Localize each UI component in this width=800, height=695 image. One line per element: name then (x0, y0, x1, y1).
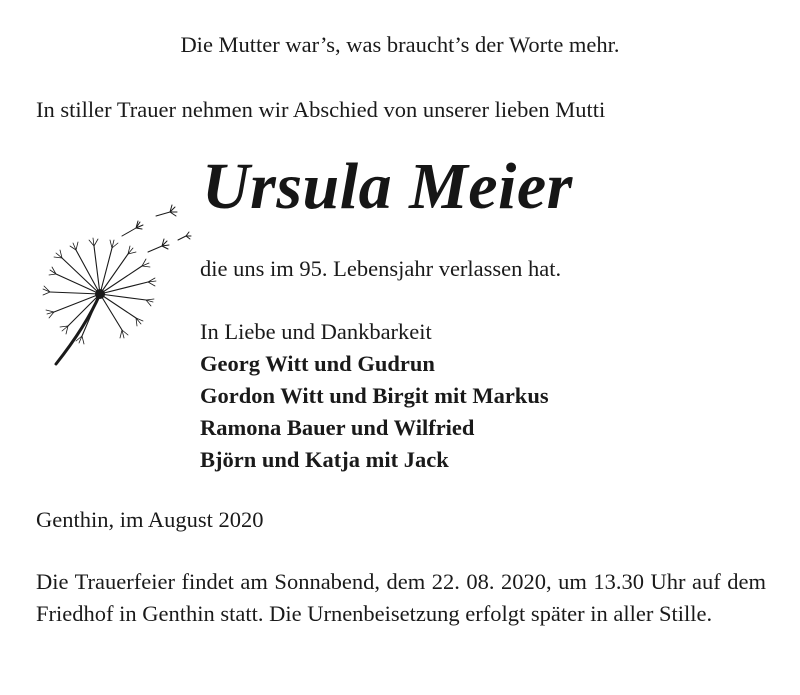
dandelion-icon (38, 196, 198, 376)
mourner-name: Gordon Witt und Birgit mit Markus (200, 383, 549, 408)
age-line: die uns im 95. Lebensjahr verlassen hat. (200, 256, 562, 281)
ceremony-details: Die Trauerfeier findet am Sonnabend, dem 22. 08. 2020, um 13.30 Uhr auf dem Friedhof in Genthin statt. Die Urnenbeisetzung erfolgt später in aller Stille. (36, 569, 766, 626)
mourner-name: Björn und Katja mit Jack (200, 447, 449, 472)
closing-phrase: In Liebe und Dankbarkeit (200, 319, 432, 344)
motto-quote: Die Mutter war’s, was braucht’s der Worte mehr. (180, 32, 620, 57)
mourner-name: Georg Witt und Gudrun (200, 351, 435, 376)
place-date: Genthin, im August 2020 (36, 507, 264, 532)
intro-text: In stiller Trauer nehmen wir Abschied von unserer lieben Mutti (36, 97, 606, 122)
signature-block (200, 316, 549, 476)
deceased-name: Ursula Meier (202, 150, 573, 223)
mourner-name: Ramona Bauer und Wilfried (200, 415, 475, 440)
